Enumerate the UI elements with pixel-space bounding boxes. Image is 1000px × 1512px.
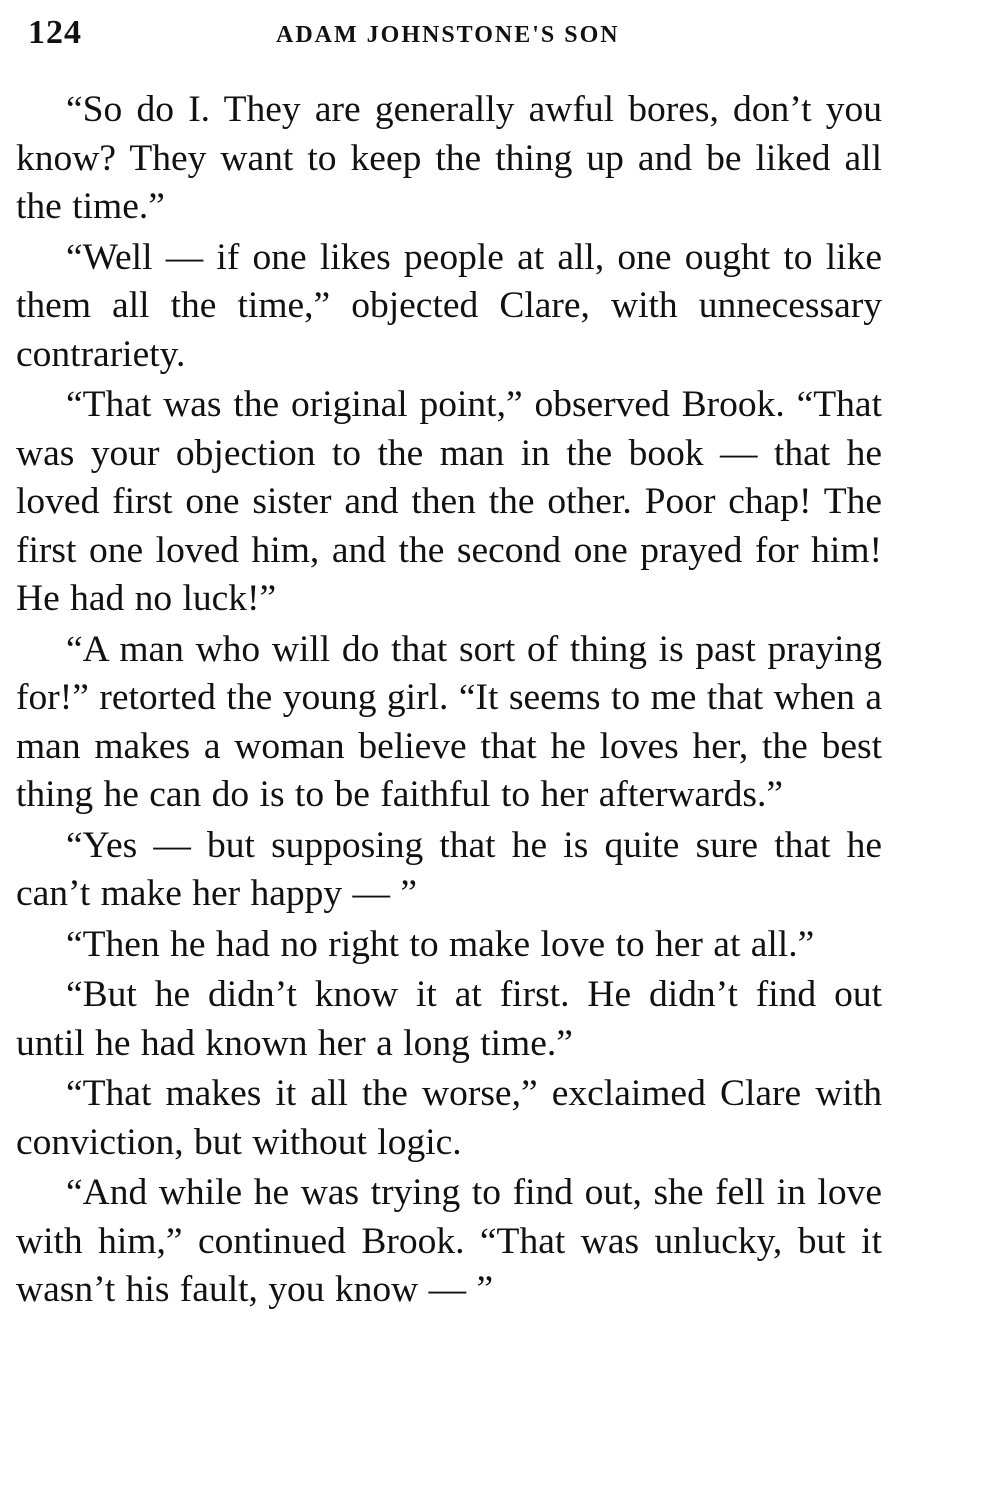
paragraph: “A man who will do that sort of thing is past praying for!” retorted the young girl. “It seems to me that when a man makes a woman believe that he loves her, the best thing he can do is to be faithful to her afterwards.” [16,628,882,815]
paragraph: “That was the original point,” observed Brook. “That was your objection to the man in the book — that he loved first one sister and then the other. Poor chap! The first one loved him, and the second one prayed for him! He had no luck!” [16,384,882,619]
paragraph: “So do I. They are generally awful bores, don’t you know? They want to keep the thing up and be liked all the time.” [16,89,882,227]
body-text [16,86,882,1315]
page-header [28,10,882,56]
paragraph: “Then he had no right to make love to her at all.” [66,923,815,965]
paragraph: “Yes — but supposing that he is quite sure that he can’t make her happy — ” [16,824,882,914]
page-number: 124 [28,14,82,51]
paragraph: “But he didn’t know it at first. He didn’t find out until he had known her a long time.” [16,974,882,1064]
paragraph: “That makes it all the worse,” exclaimed Clare with conviction, but without logic. [16,1073,882,1163]
paragraph: “And while he was trying to find out, she fell in love with him,” continued Brook. “That was unlucky, but it wasn’t his fault, you know — ” [16,1172,882,1310]
paragraph: “Well — if one likes people at all, one ought to like them all the time,” objected Clare, with unnecessary contrariety. [16,236,882,375]
running-head: ADAM JOHNSTONE'S SON [276,22,620,48]
